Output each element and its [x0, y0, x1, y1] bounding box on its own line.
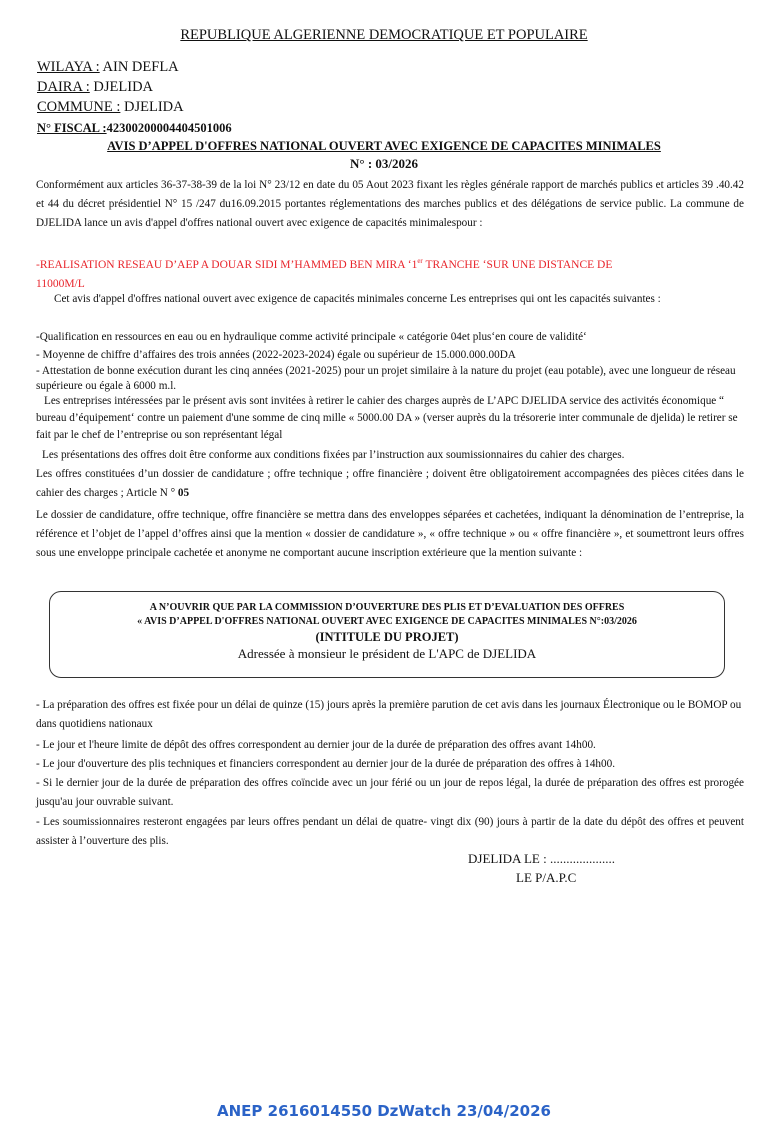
commune-label: COMMUNE :	[37, 99, 121, 115]
box-line-2: « AVIS D’APPEL D'OFFRES NATIONAL OUVERT AVEC EXIGENCE DE CAPACITES MINIMALES N°:03/2026	[137, 616, 637, 627]
wilaya-value: AIN DEFLA	[99, 59, 179, 75]
notice-title: AVIS D’APPEL D'OFFRES NATIONAL OUVERT AVEC EXIGENCE DE CAPACITES MINIMALES	[107, 139, 661, 153]
commune-line	[37, 99, 184, 116]
intro-paragraph: Conformément aux articles 36-37-38-39 de la loi N° 23/12 en date du 05 Aout 2023 fixant les règles générale rapport de marchés publics et articles 39 .40.42 et 44 du décret présidentiel N° 15 /247 du16.09.2015 portantes réglementations des marches publics et des délégations de service public. La commune de DJELIDA lance un avis d'appel d'offres national ouvert avec exigence de capacités minimalespour :	[36, 179, 744, 229]
envelope-mention-box	[49, 591, 725, 678]
fiscal-label: N° FISCAL :	[37, 121, 107, 135]
condition-4: - Si le dernier jour de la durée de préparation des offres coïncide avec un jour férié ou un jour de repos légal, la durée de préparation des offres est prorogée jusqu'au jour ouvrable suivant.	[36, 777, 744, 808]
concern-paragraph: Cet avis d'appel d'offres national ouvert avec exigence de capacités minimales concerne Les entreprises qui ont les capacités suivantes :	[54, 293, 661, 305]
project-title-sup: er	[417, 257, 423, 265]
dossier-paragraph: Le dossier de candidature, offre technique, offre financière se mettra dans des enveloppes séparées et cachetées, indiquant la dénomination de l’entreprise, la référence et l’objet de l’appel d’offres ainsi que la mention « dossier de candidature », « offre technique » ou « offre financière », et soumettront leurs offres sous une enveloppe principale cachetée et anonyme ne comportant aucune inscription extérieure que la mention suivante :	[36, 509, 744, 559]
invite-paragraph: Les entreprises intéressées par le présent avis sont invitées à retirer le cahier des charges auprès de L’APC DJELIDA service des activités économique “ bureau d’équipement‘ contre un paiement d'une somme de cinq mille « 5000.00 DA » (verser auprès du la trésorerie inter communale de djelida) le retirer se fait par le chef de l’entreprise ou son représentant légal	[36, 395, 738, 441]
wilaya-line	[37, 59, 179, 76]
condition-5: - Les soumissionnaires resteront engagées par leurs offres pendant un délai de quatre- vingt dix (90) jours à partir de la date du dépôt des offres et peuvent assister à l’ouverture des plis.	[36, 816, 744, 847]
condition-3: - Le jour d'ouverture des plis techniques et financiers correspondent au dernier jour de la durée de préparation des offres à 14h00.	[36, 758, 615, 770]
daira-value: DJELIDA	[89, 79, 154, 95]
project-title	[36, 252, 744, 293]
fiscal-value: 42300200004404501006	[106, 121, 232, 135]
offers-article: 05	[177, 486, 190, 499]
fiscal-line	[37, 121, 232, 136]
requirement-1: -Qualification en ressources en eau ou en hydraulique comme activité principale « catégorie 04et plus‘en coure de validité‘	[36, 331, 587, 343]
box-line-1: A N’OUVRIR QUE PAR LA COMMISSION D’OUVERTURE DES PLIS ET D’EVALUATION DES OFFRES	[149, 602, 625, 613]
condition-2: - Le jour et l'heure limite de dépôt des offres correspondent au dernier jour de la durée de préparation des offres avant 14h00.	[36, 739, 596, 751]
republic-heading: REPUBLIQUE ALGERIENNE DEMOCRATIQUE ET POPULAIRE	[180, 27, 588, 43]
signature-signatory: LE P/A.P.C	[516, 870, 577, 885]
footer-reference: ANEP 2616014550 DzWatch 23/04/2026	[217, 1102, 551, 1120]
signature-place-date: DJELIDA LE : ....................	[468, 851, 615, 866]
notice-number: N° : 03/2026	[349, 156, 419, 171]
offers-paragraph	[36, 465, 744, 503]
requirement-3: - Attestation de bonne exécution durant les cinq années (2021-2025) pour un projet similaire à la nature du projet (eau potable), avec une longueur de réseau supérieure ou égale à 6000 m.l.	[36, 365, 736, 392]
wilaya-label: WILAYA :	[37, 59, 100, 75]
presentation-paragraph: Les présentations des offres doit être conforme aux conditions fixées par l’instruction aux soumissionnaires du cahier des charges.	[42, 449, 625, 461]
box-line-3: (INTITULE DU PROJET)	[315, 630, 459, 644]
condition-1: - La préparation des offres est fixée pour un délai de quinze (15) jours après la première parution de cet avis dans les journaux Électronique ou le BOMOP ou dans quotidiens nationaux	[36, 699, 742, 730]
daira-label: DAIRA :	[37, 79, 90, 95]
offers-text: Les offres constituées d’un dossier de candidature ; offre technique ; offre financière ; doivent être obligatoirement accompagnées des pièces citées dans le cahier des charges ; Article N °	[36, 468, 744, 499]
project-title-part2: TRANCHE ‘SUR UNE DISTANCE DE	[422, 258, 613, 271]
box-line-4: Adressée à monsieur le président de L'APC de DJELIDA	[237, 646, 537, 661]
daira-line	[37, 79, 153, 96]
project-title-part1: -REALISATION RESEAU D’AEP A DOUAR SIDI M’HAMMED BEN MIRA ‘1	[36, 258, 418, 271]
project-title-line2: 11000M/L	[36, 277, 85, 290]
requirement-2: - Moyenne de chiffre d’affaires des trois années (2022-2023-2024) égale ou supérieur de 15.000.000.00DA	[36, 349, 516, 361]
commune-value: DJELIDA	[120, 99, 184, 115]
